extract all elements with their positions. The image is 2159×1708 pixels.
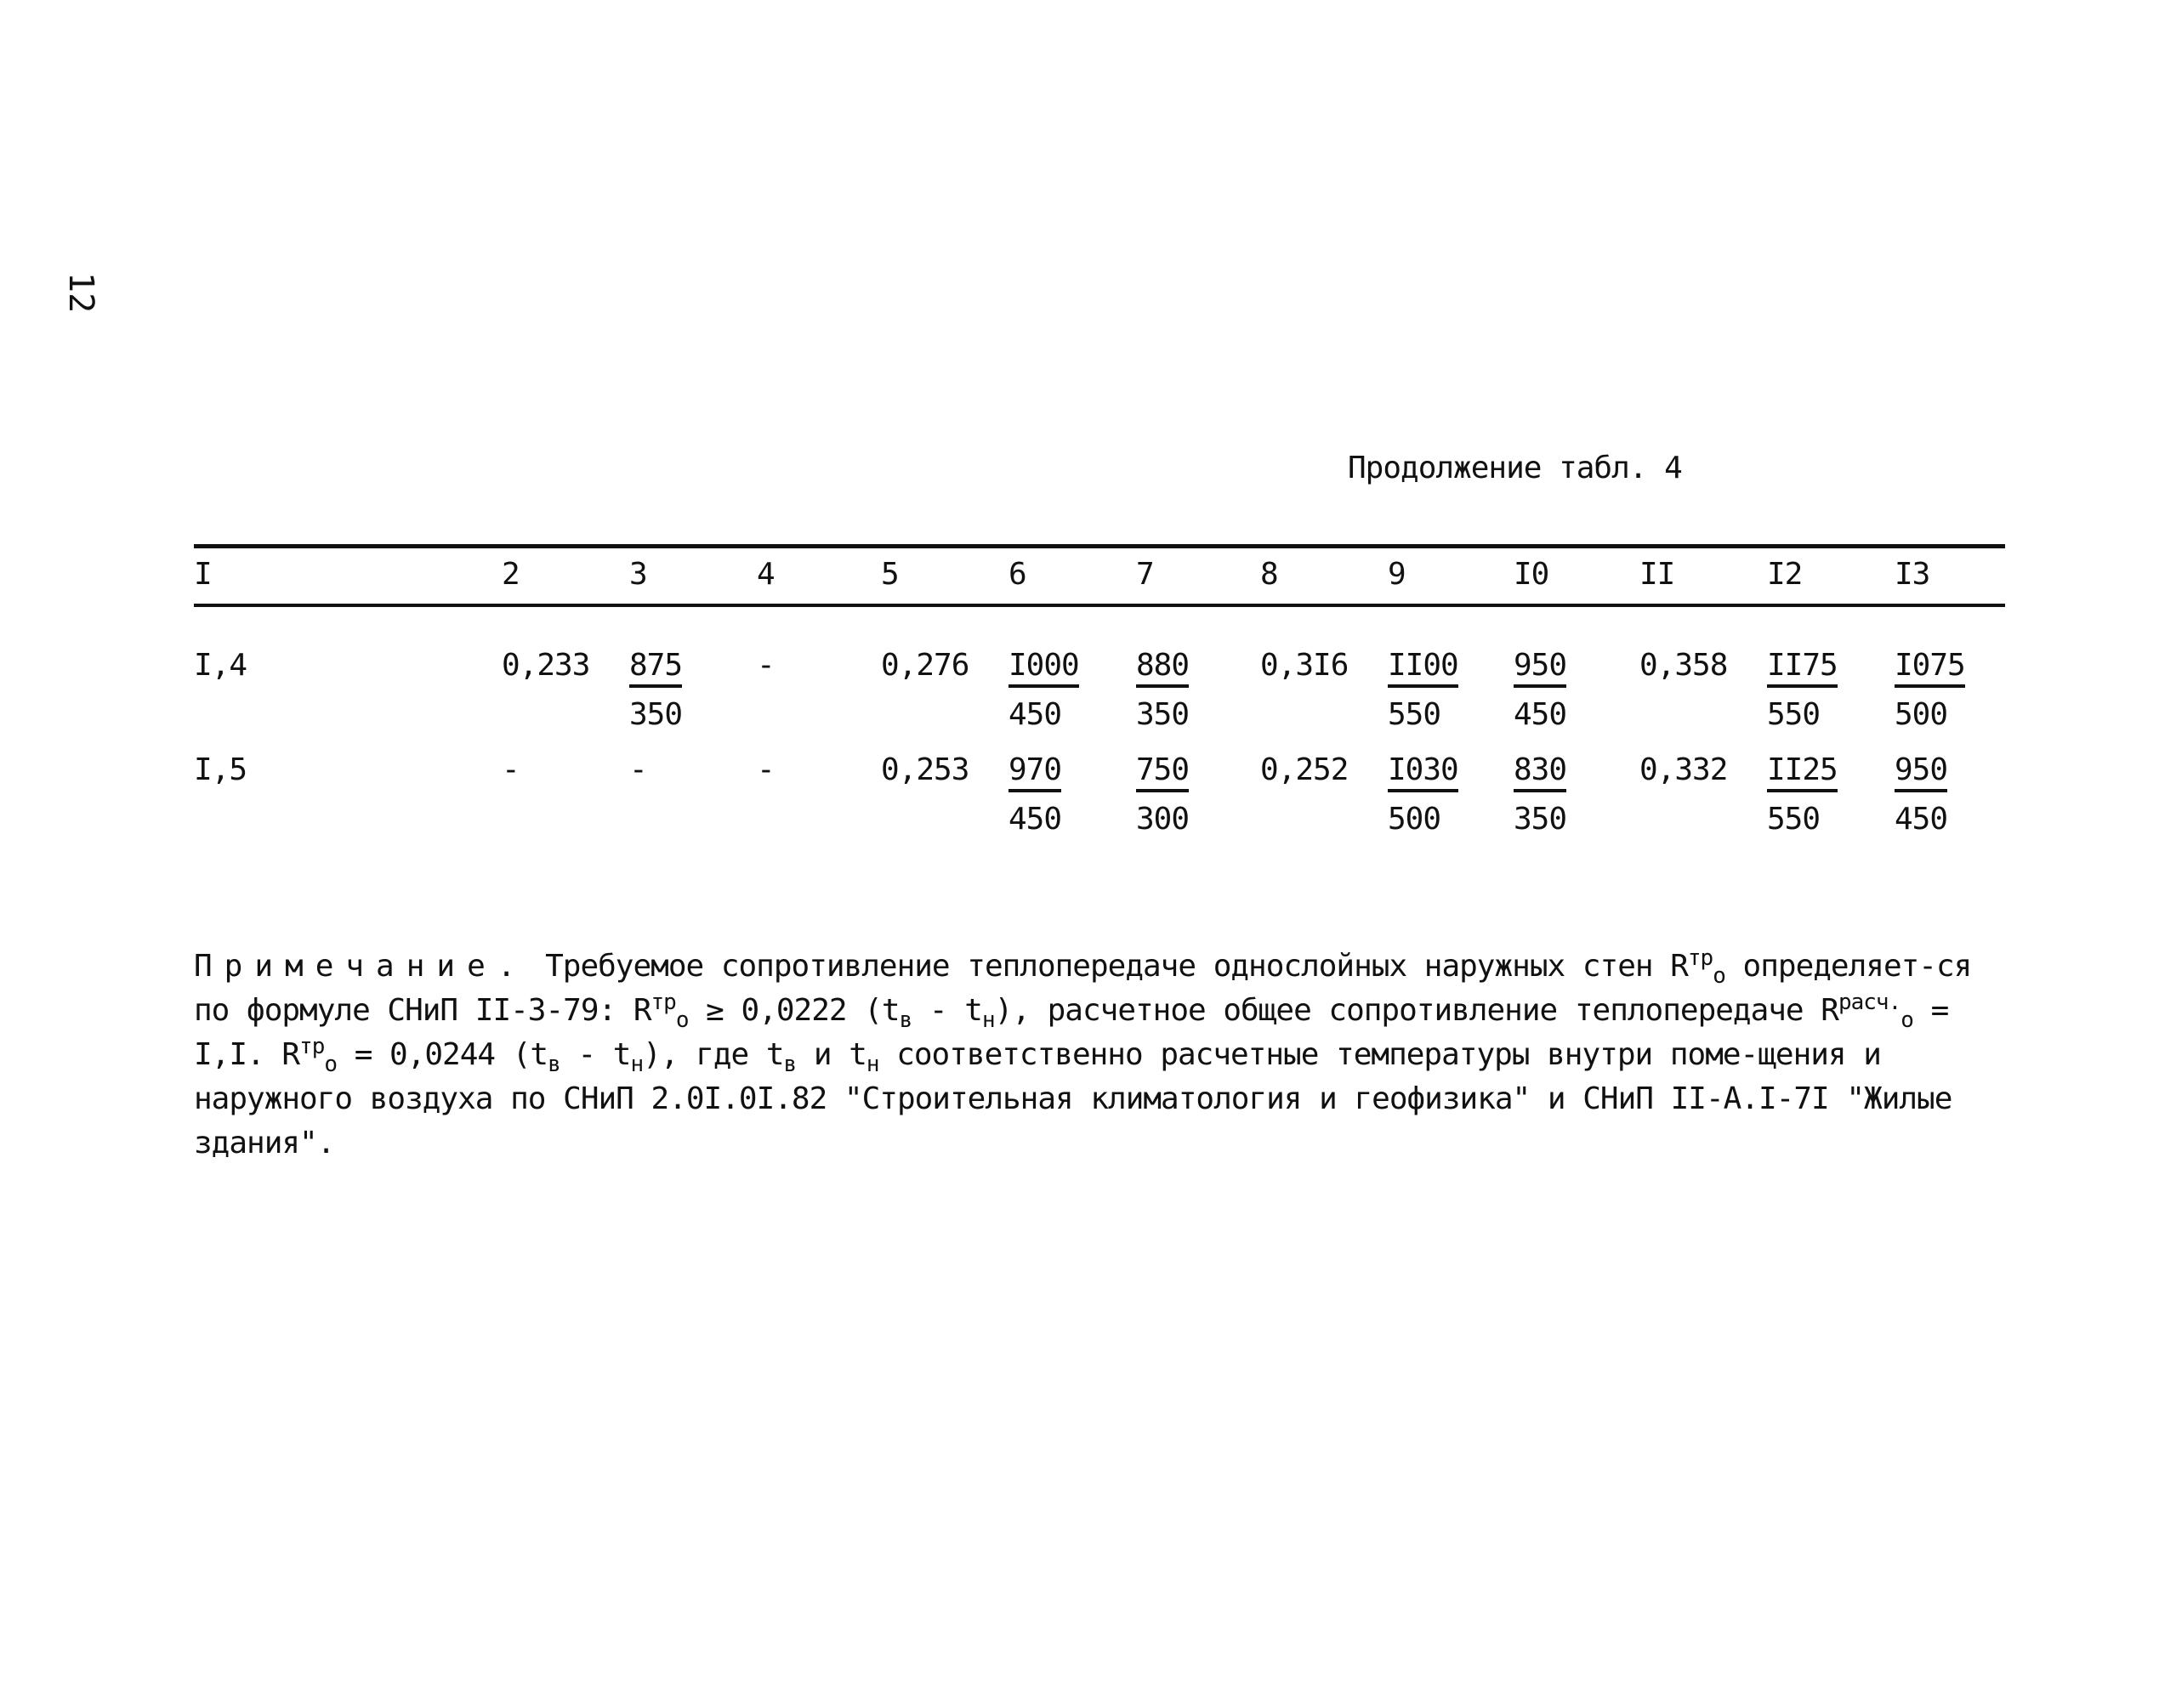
superscript: тр [651, 990, 676, 1015]
cell-row1-col5: 0,276 [881, 648, 969, 683]
denominator: 500 [1388, 802, 1441, 837]
numerator: II00 [1388, 650, 1458, 688]
cell-row2-col9 [1388, 752, 1458, 837]
cell-row1-col10 [1514, 650, 1566, 730]
denominator: 450 [1895, 802, 1948, 837]
numerator: 970 [1008, 755, 1061, 792]
numerator: 880 [1136, 650, 1189, 688]
subscript: в [548, 1052, 560, 1078]
cell-row2-col7 [1136, 752, 1190, 837]
cell-row2-col1: I,5 [194, 752, 247, 787]
cell-row1-col9 [1388, 650, 1458, 730]
numerator: 875 [629, 650, 682, 688]
note-text: определяет-ся по формуле СНиП II-3-79: R [194, 949, 1972, 1028]
cell-row2-col2: - [502, 752, 520, 787]
header-col-2: 2 [502, 557, 520, 592]
denominator: 300 [1136, 802, 1190, 837]
header-col-5: 5 [881, 557, 899, 592]
cell-row2-col12 [1767, 752, 1838, 837]
cell-row1-col13 [1895, 650, 1965, 730]
numerator: I075 [1895, 650, 1965, 688]
cell-row2-col10 [1514, 752, 1567, 837]
denominator: 550 [1388, 697, 1441, 732]
denominator: 450 [1008, 697, 1062, 732]
cell-row2-col5: 0,253 [881, 752, 969, 787]
denominator: 500 [1895, 697, 1948, 732]
header-col-4: 4 [757, 557, 775, 592]
cell-row1-col12 [1767, 650, 1838, 730]
subscript: н [981, 1007, 995, 1034]
denominator: 550 [1767, 802, 1821, 837]
header-col-7: 7 [1136, 557, 1154, 592]
denominator: 350 [1136, 697, 1190, 732]
note-text: соответственно расчетные температуры внутри поме-щения и наружного воздуха по СНиП 2.0I.0I.82 "Строительная климатология и геофизика" и СНиП II-A.I-7I "Жилые здания". [194, 1037, 1952, 1160]
cell-row2-col3: - [629, 752, 647, 787]
note-text: = I,I. R [194, 993, 1949, 1072]
cell-row1-col3 [629, 650, 682, 730]
subscript: в [899, 1007, 912, 1034]
cell-row1-col6 [1008, 650, 1079, 730]
header-col-3: 3 [629, 557, 647, 592]
table-header-rule [194, 604, 2005, 607]
cell-row1-col4: - [757, 648, 775, 683]
cell-row2-col6 [1008, 752, 1062, 837]
denominator: 350 [1514, 802, 1567, 837]
header-col-10: I0 [1514, 557, 1549, 592]
table-top-rule [194, 544, 2005, 548]
cell-row2-col13 [1895, 752, 1948, 837]
note-text: = 0,0244 (t [337, 1037, 548, 1072]
denominator: 450 [1008, 802, 1062, 837]
note-text: - t [912, 993, 982, 1028]
header-col-6: 6 [1008, 557, 1026, 592]
note-text: Требуемое сопротивление теплопередаче однослойных наружных стен R [527, 949, 1688, 984]
cell-row2-col8: 0,252 [1260, 752, 1349, 787]
denominator: 550 [1767, 697, 1821, 732]
header-col-1: I [194, 557, 212, 592]
note-paragraph [194, 945, 2014, 1166]
header-col-11: II [1639, 557, 1675, 592]
note-text: ≥ 0,0222 (t [688, 993, 900, 1028]
subscript: o [324, 1052, 338, 1078]
subscript: в [783, 1052, 797, 1078]
header-col-9: 9 [1388, 557, 1406, 592]
numerator: 750 [1136, 755, 1189, 792]
cell-row2-col4: - [757, 752, 775, 787]
note-label: Примечание. [194, 949, 528, 984]
numerator: 950 [1895, 755, 1947, 792]
numerator: II25 [1767, 755, 1838, 792]
cell-row1-col2: 0,233 [502, 648, 590, 683]
numerator: II75 [1767, 650, 1838, 688]
note-text: - t [560, 1037, 631, 1072]
subscript: o [675, 1007, 689, 1034]
numerator: 950 [1514, 650, 1566, 688]
cell-row1-col7 [1136, 650, 1189, 730]
superscript: тр [1687, 945, 1713, 971]
page-number: 12 [61, 272, 100, 314]
denominator: 450 [1514, 697, 1567, 732]
subscript: н [866, 1052, 879, 1078]
cell-row1-col1: I,4 [194, 648, 247, 683]
header-col-8: 8 [1260, 557, 1278, 592]
superscript: расч. [1838, 990, 1901, 1015]
note-text: ), где t [643, 1037, 784, 1072]
numerator: I030 [1388, 755, 1458, 792]
numerator: I000 [1008, 650, 1079, 688]
table-caption: Продолжение табл. 4 [1348, 451, 1682, 485]
note-text: ), расчетное общее сопротивление теплопередаче R [994, 993, 1838, 1028]
note-text: и t [796, 1037, 866, 1072]
cell-row2-col11: 0,332 [1639, 752, 1728, 787]
cell-row1-col8: 0,3I6 [1260, 648, 1349, 683]
header-col-12: I2 [1767, 557, 1803, 592]
denominator: 350 [629, 697, 683, 732]
subscript: o [1900, 1007, 1913, 1034]
cell-row1-col11: 0,358 [1639, 648, 1728, 683]
numerator: 830 [1514, 755, 1566, 792]
superscript: тр [299, 1034, 325, 1059]
header-col-13: I3 [1895, 557, 1930, 592]
subscript: н [630, 1052, 644, 1078]
subscript: o [1713, 963, 1725, 990]
